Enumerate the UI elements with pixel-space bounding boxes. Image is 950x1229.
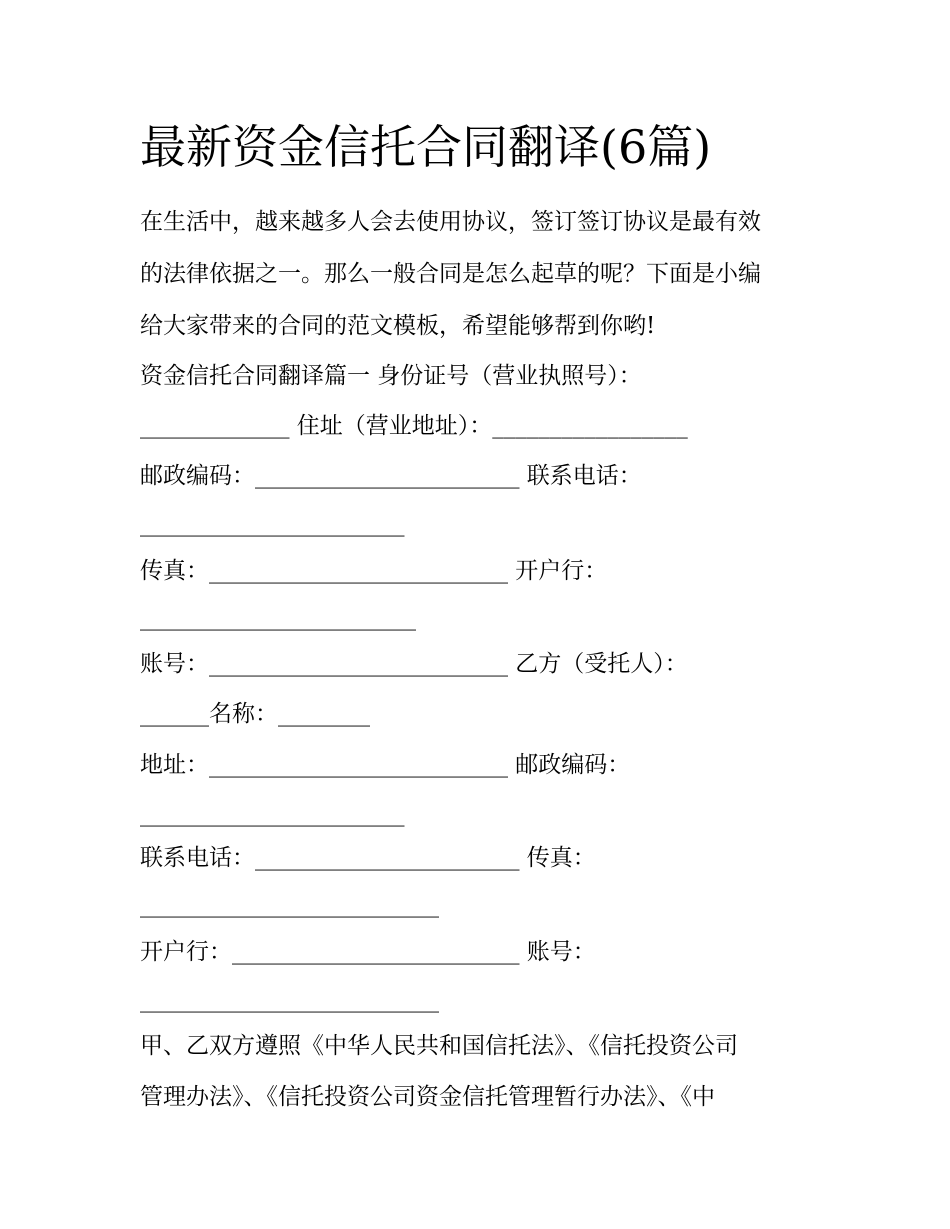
document-title: 最新资金信托合同翻译(6篇) [140, 120, 712, 174]
form-field-line: _____________ 住址（营业地址）：_________________ [140, 413, 688, 439]
paragraph-line: 的法律依据之一。那么一般合同是怎么起草的呢？下面是小编 [140, 261, 761, 287]
form-field-line: 邮政编码：_______________________ 联系电话： [140, 463, 642, 489]
form-field-line: 开户行：_________________________ 账号： [140, 939, 596, 965]
form-field-line: 联系电话：_______________________ 传真： [140, 845, 596, 871]
paragraph-line: 给大家带来的合同的范文模板，希望能够帮到你哟! [140, 313, 656, 339]
form-field-line: ______名称：________ [140, 701, 370, 727]
form-blank-line: __________________________ [140, 892, 439, 918]
form-blank-line: _______________________ [140, 511, 405, 537]
form-blank-line: _______________________ [140, 801, 405, 827]
paragraph-line: 管理办法》、《信托投资公司资金信托管理暂行办法》、《中 [140, 1084, 715, 1110]
form-field-line: 传真：__________________________ 开户行： [140, 558, 608, 584]
form-field-line: 地址：__________________________ 邮政编码： [140, 752, 631, 778]
paragraph-line: 在生活中，越来越多人会去使用协议，签订签订协议是最有效 [140, 209, 761, 235]
contract-heading-line: 资金信托合同翻译篇一 身份证号（营业执照号）： [140, 363, 642, 389]
form-blank-line: ________________________ [140, 605, 416, 631]
paragraph-line: 甲、乙双方遵照《中华人民共和国信托法》、《信托投资公司 [140, 1033, 738, 1059]
form-field-line: 账号：__________________________ 乙方（受托人）： [140, 651, 688, 677]
form-blank-line: __________________________ [140, 987, 439, 1013]
